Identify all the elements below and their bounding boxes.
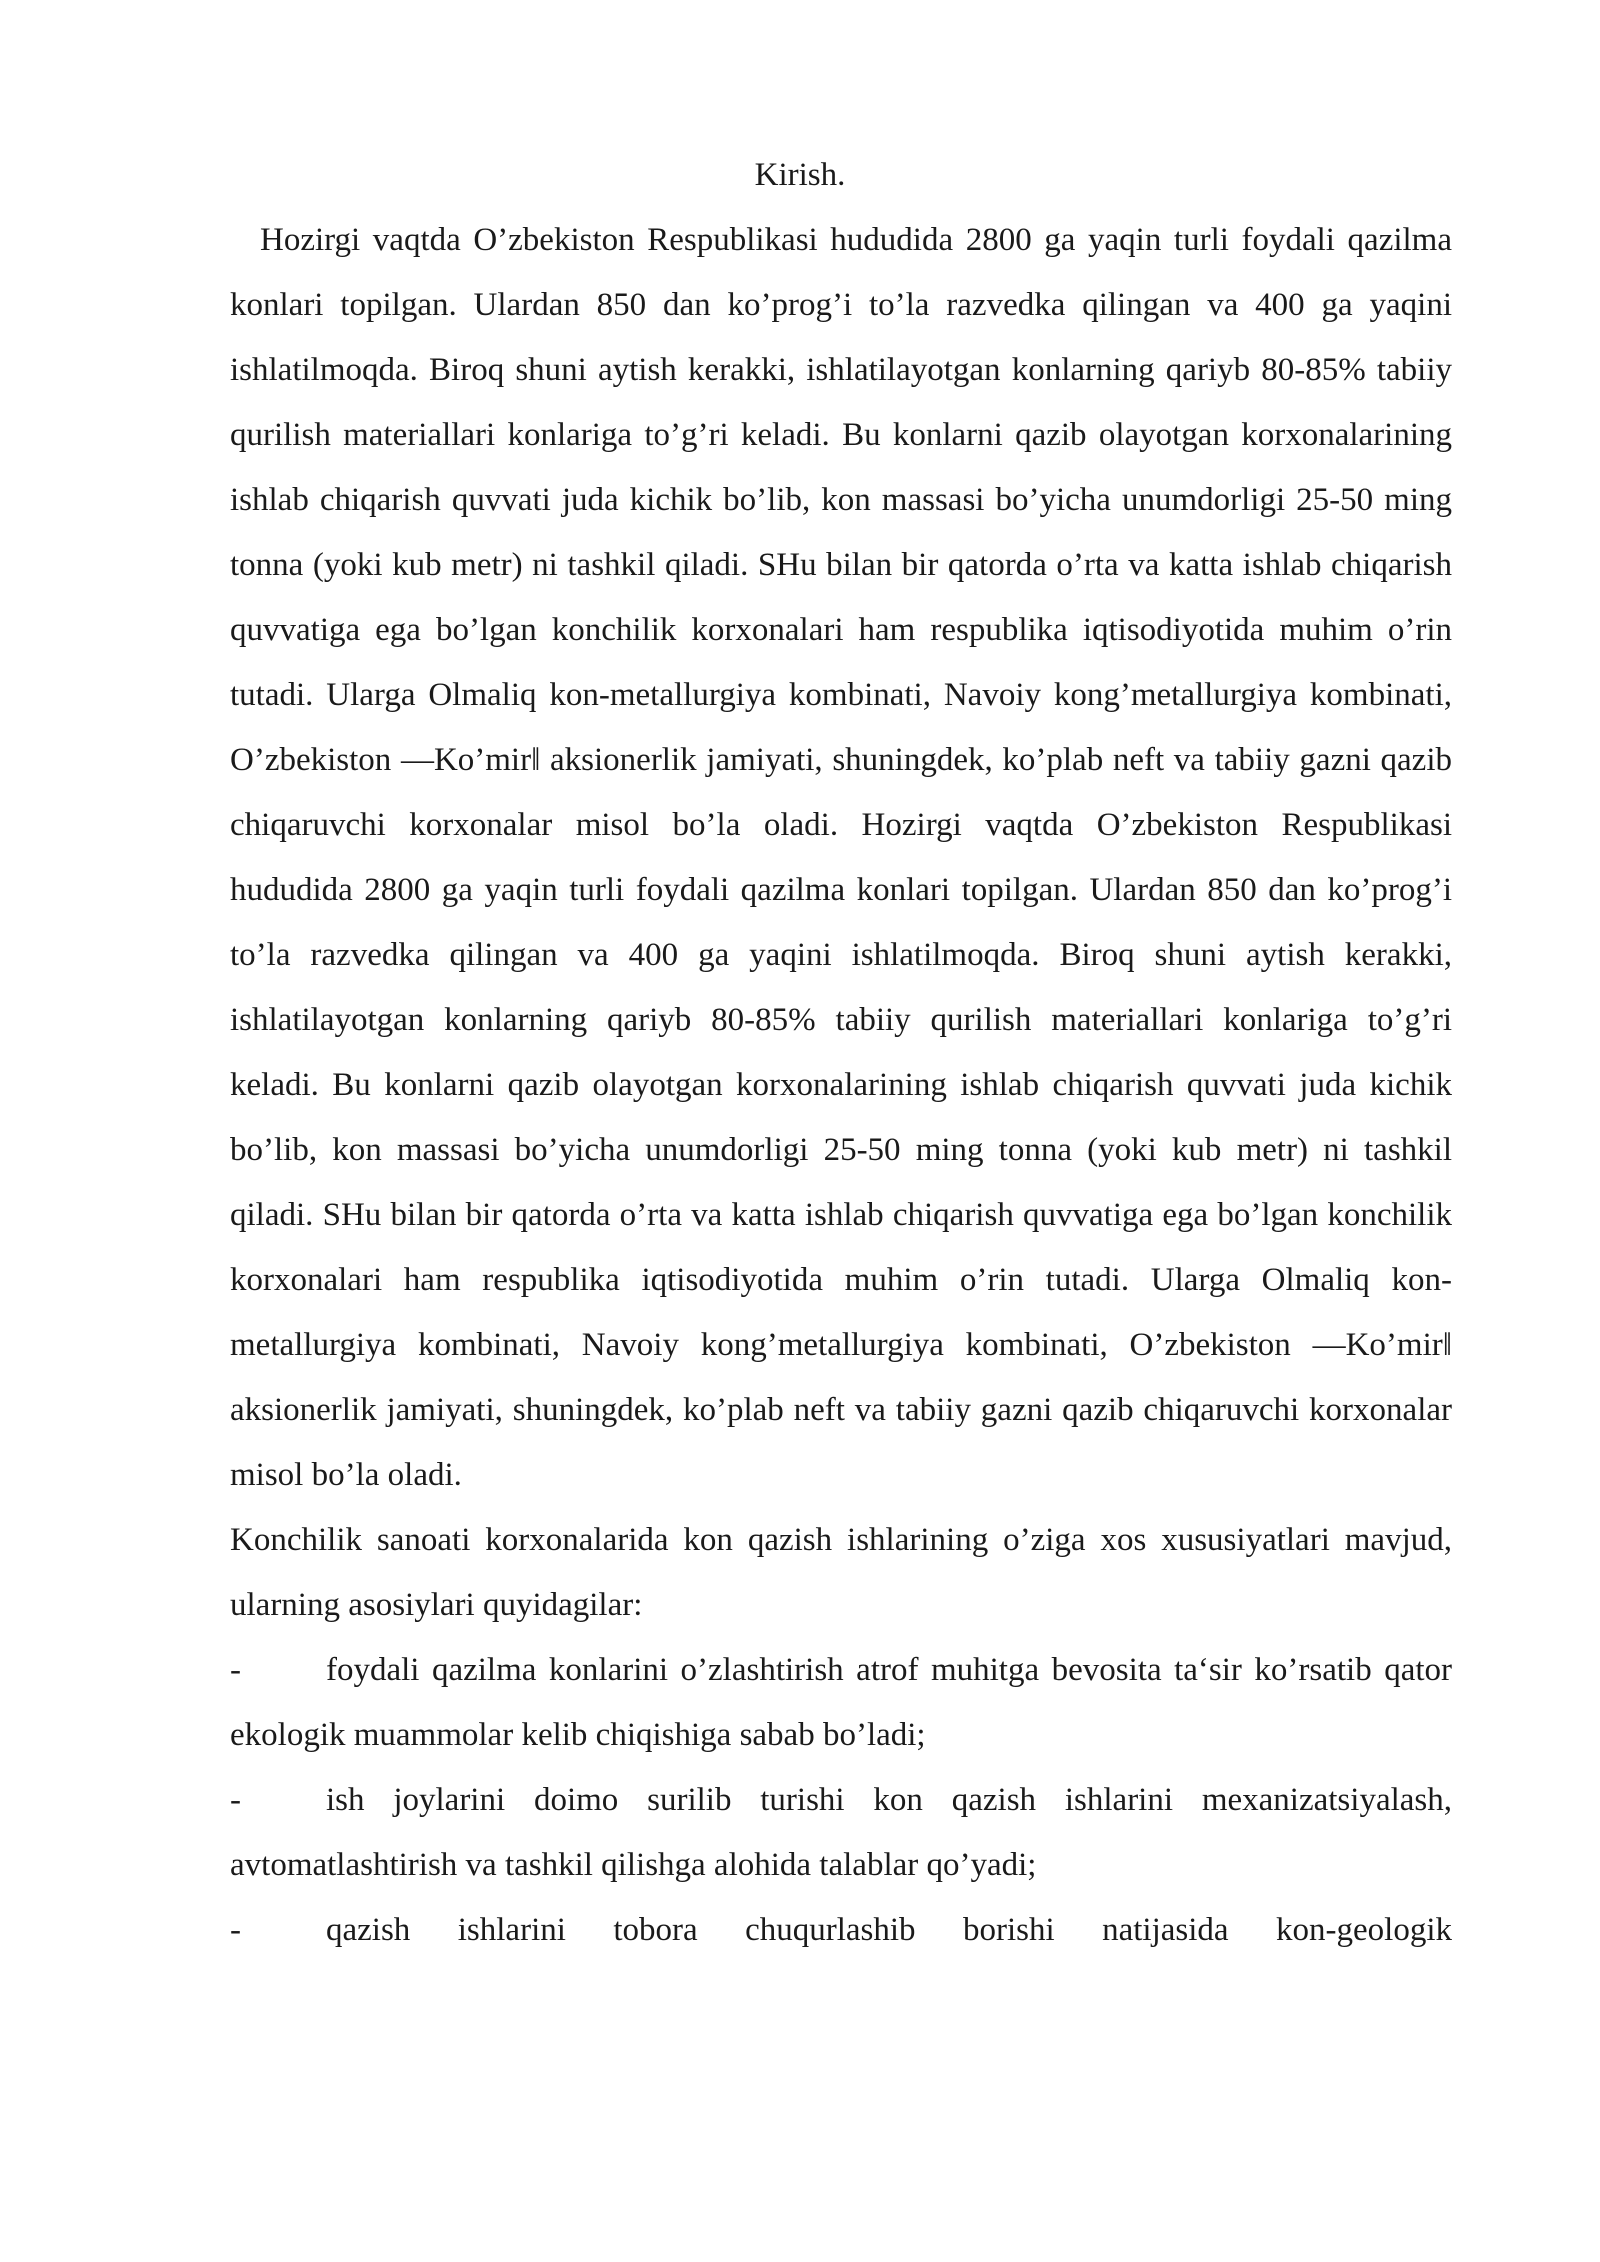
- list-marker: -: [230, 1652, 241, 1688]
- list-item-text: ish joylarini doimo surilib turishi kon qazish ishlarini mexanizatsiyalash, avtomatlashtirish va tashkil qilishga alohida talablar qo’yadi;: [230, 1782, 1452, 1883]
- document-body: [230, 208, 1452, 1963]
- list-marker: -: [230, 1912, 241, 1948]
- list-item: [230, 1898, 1452, 1963]
- document-title: Kirish.: [754, 157, 846, 193]
- list-item: [230, 1768, 1452, 1898]
- list-item-text: foydali qazilma konlarini o’zlashtirish atrof muhitga bevosita ta‘sir ko’rsatib qator ekologik muammolar kelib chiqishiga sabab bo’ladi;: [230, 1652, 1452, 1753]
- list-item-text: qazish ishlarini tobora chuqurlashib borishi natijasida kon-geologik: [326, 1912, 1452, 1948]
- features-paragraph: Konchilik sanoati korxonalarida kon qazish ishlarining o’ziga xos xususiyatlari mavjud, ularning asosiylari quyidagilar:: [230, 1522, 1452, 1623]
- list-marker: -: [230, 1782, 241, 1818]
- intro-paragraph: Hozirgi vaqtda O’zbekiston Respublikasi hududida 2800 ga yaqin turli foydali qazilma konlari topilgan. Ulardan 850 dan ko’prog’i to’la razvedka qilingan va 400 ga yaqini ishlatilmoqda. Biroq shuni aytish kerakki, ishlatilayotgan konlarning qariyb 80-85% tabiiy qurilish materiallari konlariga to’g’ri keladi. Bu konlarni qazib olayotgan korxonalarining ishlab chiqarish quvvati juda kichik bo’lib, kon massasi bo’yicha unumdorligi 25-50 ming tonna (yoki kub metr) ni tashkil qiladi. SHu bilan bir qatorda o’rta va katta ishlab chiqarish quvvatiga ega bo’lgan konchilik korxonalari ham respublika iqtisodiyotida muhim o’rin tutadi. Ularga Olmaliq kon-metallurgiya kombinati, Navoiy kong’metallurgiya kombinati, O’zbekiston ―Ko’mir‖ aksionerlik jamiyati, shuningdek, ko’plab neft va tabiiy gazni qazib chiqaruvchi korxonalar misol bo’la oladi. Hozirgi vaqtda O’zbekiston Respublikasi hududida 2800 ga yaqin turli foydali qazilma konlari topilgan. Ulardan 850 dan ko’prog’i to’la razvedka qilingan va 400 ga yaqini ishlatilmoqda. Biroq shuni aytish kerakki, ishlatilayotgan konlarning qariyb 80-85% tabiiy qurilish materiallari konlariga to’g’ri keladi. Bu konlarni qazib olayotgan korxonalarining ishlab chiqarish quvvati juda kichik bo’lib, kon massasi bo’yicha unumdorligi 25-50 ming tonna (yoki kub metr) ni tashkil qiladi. SHu bilan bir qatorda o’rta va katta ishlab chiqarish quvvatiga ega bo’lgan konchilik korxonalari ham respublika iqtisodiyotida muhim o’rin tutadi. Ularga Olmaliq kon-metallurgiya kombinati, Navoiy kong’metallurgiya kombinati, O’zbekiston ―Ko’mir‖ aksionerlik jamiyati, shuningdek, ko’plab neft va tabiiy gazni qazib chiqaruvchi korxonalar misol bo’la oladi.: [230, 222, 1452, 1493]
- list-item: [230, 1638, 1452, 1768]
